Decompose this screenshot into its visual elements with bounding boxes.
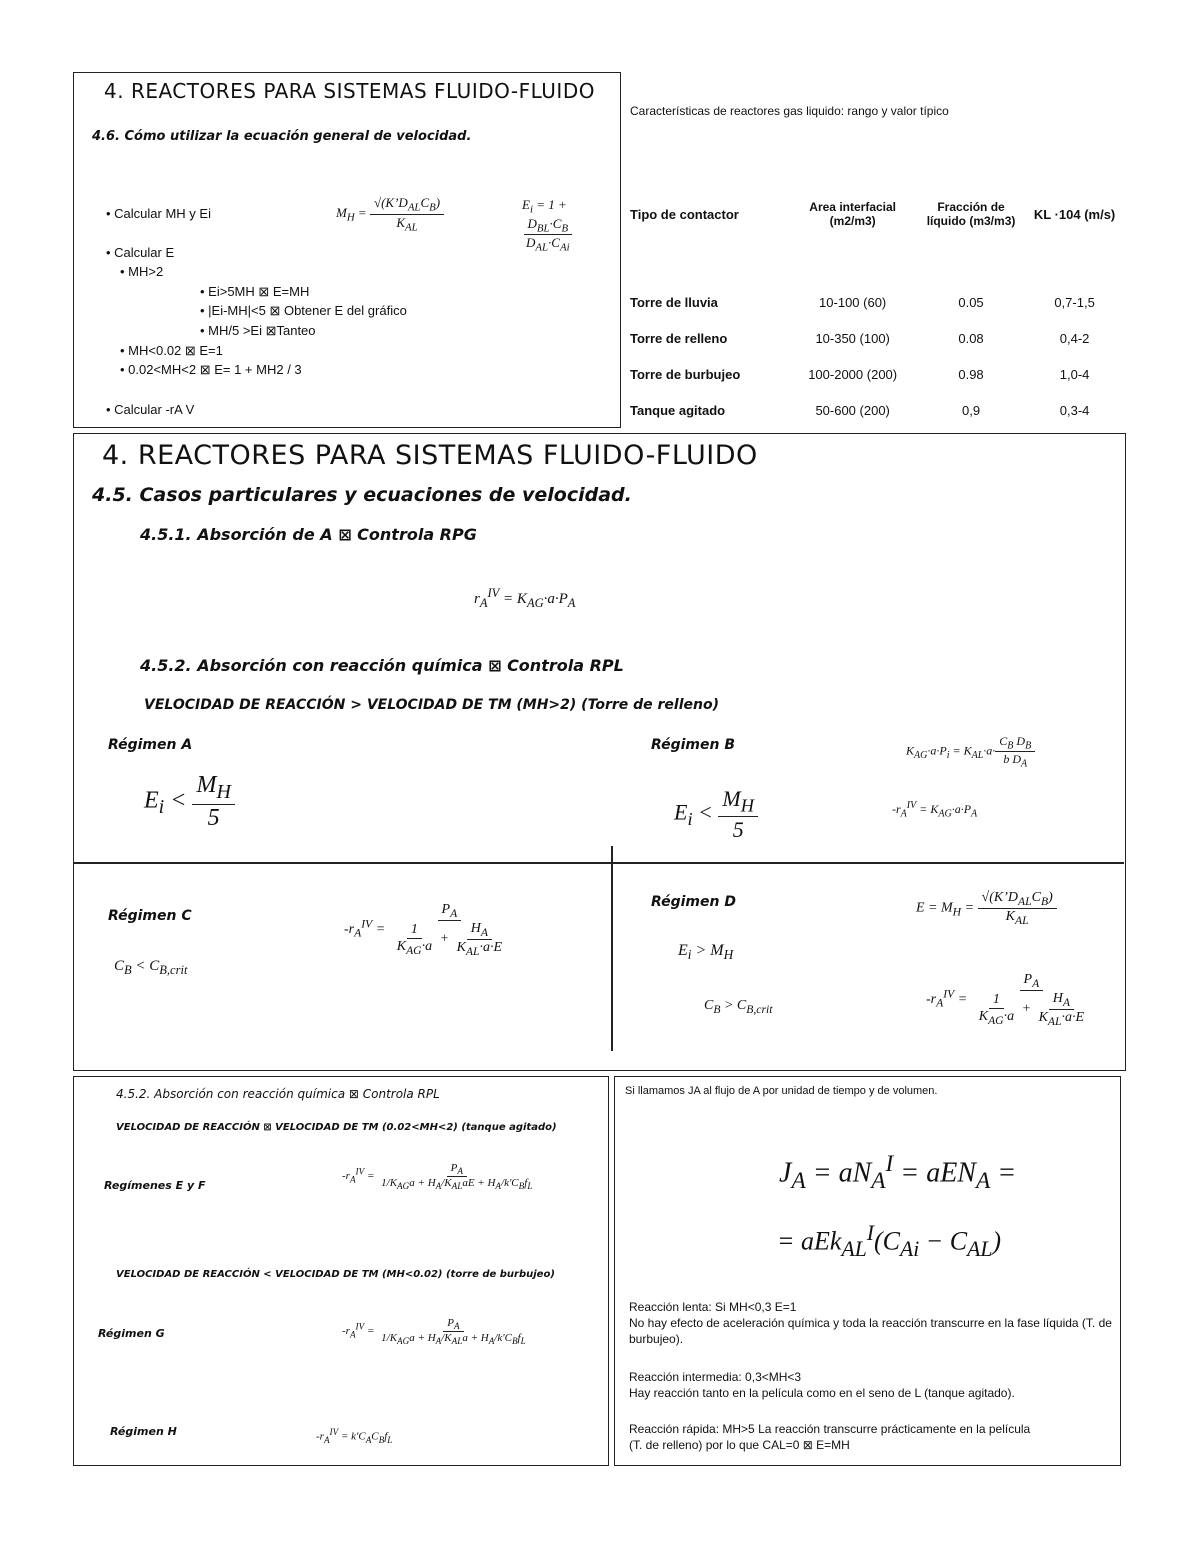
contactor-table: [626, 188, 1126, 428]
formula-mh: $M_H$ = $\frac{√(K’D_{AL}C_B)}{K_{AL}}$: [336, 195, 444, 233]
step-7: • MH<0.02 ⊠ E=1: [120, 343, 223, 358]
regime-a-label: Régimen A: [108, 737, 193, 753]
cell: 10-350 (100): [815, 330, 890, 346]
slide-4-6: [73, 72, 621, 428]
cell: 10-100 (60): [819, 294, 887, 310]
step-1: • Calcular MH y Ei: [106, 206, 211, 221]
slide-flux: [614, 1076, 1121, 1466]
flux-formula-1: $J_A = aN_A^I = aEN_A$ =: [779, 1151, 1017, 1194]
step-4: • Ei>5MH ⊠ E=MH: [200, 284, 310, 299]
table-row: [626, 320, 1126, 356]
regime-c-cond: $C_B < C_{B,crit}$: [114, 958, 188, 977]
regime-b-formula: $E_i$ < $\frac{M_H}{5}$: [674, 786, 758, 843]
regime-h-formula: $-r_A^{IV} = k'C_AC_Bf_L$: [316, 1427, 393, 1445]
divider-vertical: [611, 846, 613, 1051]
slide-subtitle: 4.6. Cómo utilizar la ecuación general de velocidad.: [92, 129, 472, 144]
cell: Torre de lluvia: [630, 294, 718, 310]
divider-horizontal: [74, 862, 1124, 864]
slide-title: 4. REACTORES PARA SISTEMAS FLUIDO-FLUIDO: [102, 440, 758, 471]
regime-a-formula: $E_i$ < $\frac{M_H}{5}$: [144, 772, 235, 832]
cell: Torre de burbujeo: [630, 366, 741, 382]
regime-h-label: Régimen H: [110, 1425, 177, 1438]
regime-c-formula: $-r_A^{IV}$ = $P_A$ $\frac{1}{K_{AG}\cdot a}$ + $\frac{H_A}{K_{AL}\cdot a\cdot E}$: [344, 902, 503, 958]
regime-d-e: $E = M_H$ = $\frac{√(K’D_{AL}C_B)}{K_{AL}}$: [916, 890, 1057, 927]
cell: 0,3-4: [1059, 402, 1090, 418]
cell: 0.05: [958, 294, 984, 310]
step-6: • MH/5 >Ei ⊠Tanteo: [200, 323, 316, 338]
regime-ef-formula: $-r_A^{IV}$ = $\frac{P_A}{1/K_{AG}a + H_A/K_{AL}aE + H_A/k'C_Bf_L}$: [342, 1162, 533, 1192]
regime-c-label: Régimen C: [108, 908, 192, 924]
cell: 0,4-2: [1059, 330, 1090, 346]
regime-d-rate: $-r_A^{IV}$ = $P_A$ $\frac{1}{K_{AG}\cdot a}$ + $\frac{H_A}{K_{AL}\cdot a\cdot E}$: [926, 972, 1085, 1028]
step-8: • 0.02<MH<2 ⊠ E= 1 + MH2 / 3: [120, 362, 302, 377]
slow-reaction-1: Reacción lenta: Si MH<0,3 E=1: [629, 1300, 797, 1314]
fast-reaction-2: (T. de relleno) por lo que CAL=0 ⊠ E=MH: [629, 1438, 850, 1452]
cell: 0,9: [961, 402, 981, 418]
col-header: Tipo de contactor: [630, 206, 739, 222]
cell: Tanque agitado: [630, 402, 726, 418]
table-row: [626, 356, 1126, 392]
regime-b-label: Régimen B: [651, 737, 735, 753]
cell: 50-600 (200): [815, 402, 890, 418]
table-row: [626, 392, 1126, 428]
col-header: Area interfacial (m2/m3): [809, 200, 897, 228]
regime-g-label: Régimen G: [98, 1327, 165, 1340]
formula-ei: $E_i = 1$ + $\frac{D_{BL}\cdot C_B}{D_{AL}\cdot C_{Ai}}$: [522, 197, 620, 254]
flux-intro: Si llamamos JA al flujo de A por unidad de tiempo y de volumen.: [625, 1085, 938, 1097]
step-9: • Calcular -rA V: [106, 402, 195, 417]
table-row: [626, 284, 1126, 320]
fast-reaction-1: Reacción rápida: MH>5 La reacción transcurre prácticamente en la película: [629, 1422, 1031, 1436]
cell: 0,7-1,5: [1054, 294, 1095, 310]
table-caption: Características de reactores gas liquido: rango y valor típico: [630, 104, 949, 118]
cell: 1,0-4: [1059, 366, 1090, 382]
formula-rpg: $r_A^{IV} = K_{AG}\cdot a\cdot P_A$: [474, 586, 576, 610]
regime-b-kag: $K_{AG}\cdot a\cdot P_i = K_{AL}\cdot a\cdot$ $\frac{C_B D_B}{b D_A}$: [906, 734, 1035, 770]
regime-b-rate: $-r_A^{IV} = K_{AG}\cdot a\cdot P_A$: [892, 800, 978, 820]
slow-reaction-2: No hay efecto de aceleración química y toda la reacción transcurre en la fase líquida (T. de burbujeo).: [629, 1316, 1112, 1346]
cell: Torre de relleno: [630, 330, 728, 346]
slide-subtitle: 4.5. Casos particulares y ecuaciones de velocidad.: [92, 484, 632, 506]
regime-d-cond1: $E_i > M_H$: [678, 942, 734, 963]
cell: 0.08: [958, 330, 984, 346]
cell: 100-2000 (200): [808, 366, 898, 382]
slide-subtitle: 4.5.2. Absorción con reacción química ⊠ Controla RPL: [116, 1087, 440, 1101]
regime-d-cond2: $C_B > C_{B,crit}$: [704, 998, 773, 1016]
section-452: 4.5.2. Absorción con reacción química ⊠ Controla RPL: [140, 656, 624, 675]
section-451: 4.5.1. Absorción de A ⊠ Controla RPG: [140, 525, 477, 544]
slide-4-5: [73, 433, 1126, 1071]
rate-condition: VELOCIDAD DE REACCIÓN > VELOCIDAD DE TM (MH>2) (Torre de relleno): [144, 697, 719, 713]
mid-reaction-1: Reacción intermedia: 0,3<MH<3: [629, 1370, 802, 1384]
step-5: • |Ei-MH|<5 ⊠ Obtener E del gráfico: [200, 303, 407, 318]
regime-ef-label: Regímenes E y F: [104, 1179, 206, 1192]
mid-reaction-2: Hay reacción tanto en la película como en el seno de L (tanque agitado).: [629, 1386, 1015, 1400]
step-2: • Calcular E: [106, 245, 175, 260]
col-header: Fracción de líquido (m3/m3): [926, 200, 1016, 228]
flux-formula-2: = $aEk_{AL}^I(C_{Ai} - C_{AL})$: [777, 1221, 1002, 1261]
regime-d-label: Régimen D: [651, 894, 736, 910]
slide-4-5-2-regimes: [73, 1076, 609, 1466]
rate-condition-1: VELOCIDAD DE REACCIÓN ⊠ VELOCIDAD DE TM (0.02<MH<2) (tanque agitado): [116, 1122, 557, 1133]
cell: 0.98: [958, 366, 984, 382]
regime-g-formula: $-r_A^{IV}$ = $\frac{P_A}{1/K_{AG}a + H_A/K_{AL}a + H_A/k'C_Bf_L}$: [342, 1317, 526, 1347]
col-header: KL ·104 (m/s): [1033, 206, 1116, 222]
slide-title: 4. REACTORES PARA SISTEMAS FLUIDO-FLUIDO: [104, 79, 595, 103]
rate-condition-2: VELOCIDAD DE REACCIÓN < VELOCIDAD DE TM (MH<0.02) (torre de burbujeo): [116, 1269, 555, 1280]
step-3: • MH>2: [120, 264, 164, 279]
